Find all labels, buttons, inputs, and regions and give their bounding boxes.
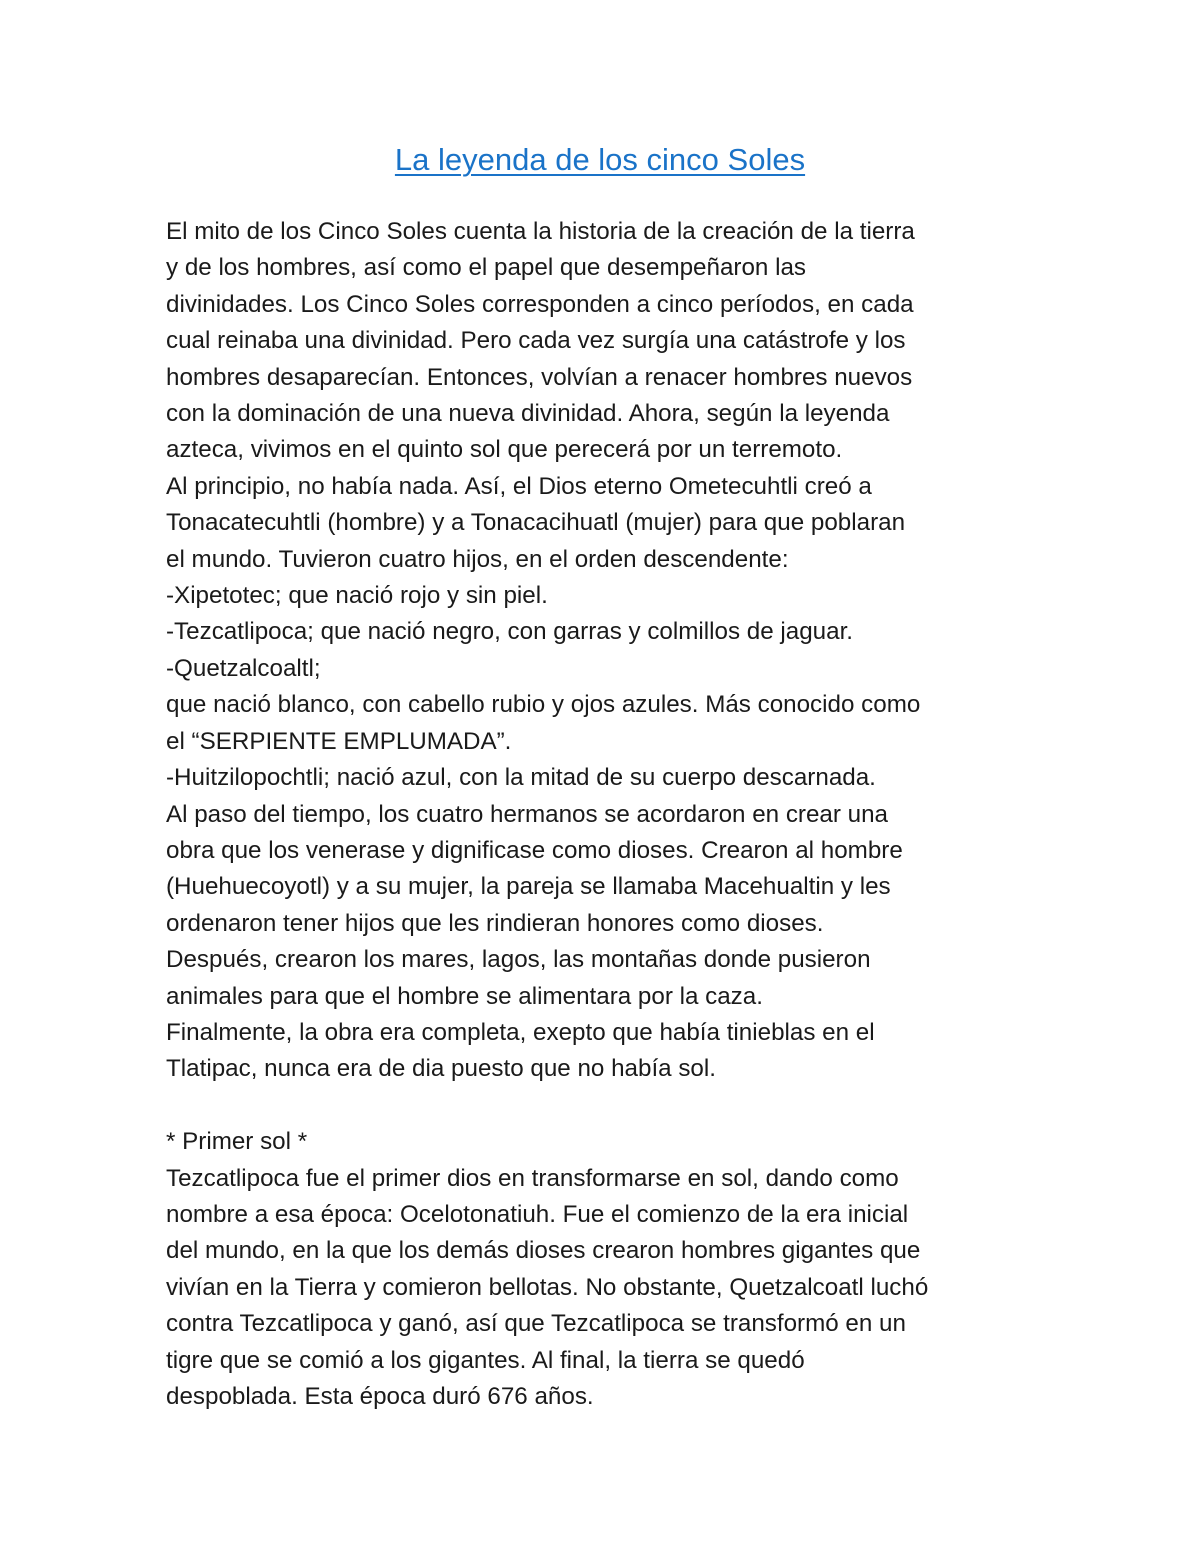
- text-line: contra Tezcatlipoca y ganó, así que Tezcatlipoca se transformó en un: [166, 1310, 906, 1338]
- text-line: el “SERPIENTE EMPLUMADA”.: [166, 727, 512, 755]
- text-line: del mundo, en la que los demás dioses crearon hombres gigantes que: [166, 1237, 921, 1265]
- text-line: el mundo. Tuvieron cuatro hijos, en el orden descendente:: [166, 545, 789, 573]
- text-line: (Huehuecoyotl) y a su mujer, la pareja se llamaba Macehualtin y les: [166, 873, 891, 901]
- text-line: * Primer sol *: [166, 1128, 308, 1156]
- text-line: Al paso del tiempo, los cuatro hermanos se acordaron en crear una: [166, 800, 888, 828]
- text-line: nombre a esa época: Ocelotonatiuh. Fue el comienzo de la era inicial: [166, 1200, 909, 1228]
- text-line: hombres desaparecían. Entonces, volvían a renacer hombres nuevos: [166, 363, 913, 391]
- text-line: ordenaron tener hijos que les rindieran honores como dioses.: [166, 909, 824, 937]
- text-line: y de los hombres, así como el papel que desempeñaron las: [166, 254, 807, 282]
- text-line: -Tezcatlipoca; que nació negro, con garras y colmillos de jaguar.: [166, 618, 854, 646]
- text-line: obra que los venerase y dignificase como dioses. Crearon al hombre: [166, 836, 903, 864]
- text-line: Al principio, no había nada. Así, el Dios eterno Ometecuhtli creó a: [166, 472, 872, 500]
- text-line: vivían en la Tierra y comieron bellotas. No obstante, Quetzalcoatl luchó: [166, 1273, 929, 1301]
- text-line: con la dominación de una nueva divinidad. Ahora, según la leyenda: [166, 400, 890, 428]
- text-line: -Quetzalcoaltl;: [166, 654, 321, 682]
- text-line: Tezcatlipoca fue el primer dios en transformarse en sol, dando como: [166, 1164, 899, 1192]
- blank-line: [166, 1088, 1046, 1124]
- text-line: Tlatipac, nunca era de dia puesto que no había sol.: [166, 1055, 716, 1083]
- text-line: azteca, vivimos en el quinto sol que perecerá por un terremoto.: [166, 436, 843, 464]
- text-line: cual reinaba una divinidad. Pero cada vez surgía una catástrofe y los: [166, 327, 906, 355]
- text-line: Después, crearon los mares, lagos, las montañas donde pusieron: [166, 946, 871, 974]
- text-line: -Xipetotec; que nació rojo y sin piel.: [166, 582, 548, 610]
- text-line: -Huitzilopochtli; nació azul, con la mitad de su cuerpo descarnada.: [166, 764, 876, 792]
- document-title: La leyenda de los cinco Soles: [394, 142, 806, 177]
- text-line: animales para que el hombre se alimentara por la caza.: [166, 982, 763, 1010]
- document-body: [166, 214, 1046, 1415]
- text-line: divinidades. Los Cinco Soles corresponden a cinco períodos, en cada: [166, 290, 914, 318]
- text-line: Finalmente, la obra era completa, exepto que había tinieblas en el: [166, 1018, 875, 1046]
- text-line: tigre que se comió a los gigantes. Al final, la tierra se quedó: [166, 1346, 805, 1374]
- text-line: despoblada. Esta época duró 676 años.: [166, 1382, 594, 1410]
- text-line: que nació blanco, con cabello rubio y ojos azules. Más conocido como: [166, 691, 921, 719]
- text-line: El mito de los Cinco Soles cuenta la historia de la creación de la tierra: [166, 218, 915, 245]
- text-line: Tonacatecuhtli (hombre) y a Tonacacihuatl (mujer) para que poblaran: [166, 509, 906, 537]
